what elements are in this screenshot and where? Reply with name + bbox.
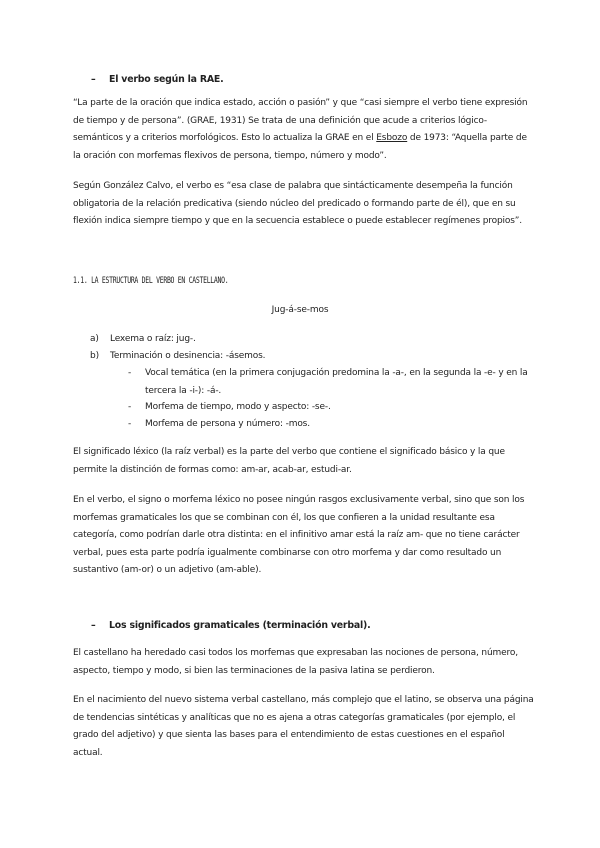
sub-list-marker: - bbox=[128, 368, 132, 378]
heading-verbo-rae-text: El verbo según la RAE. bbox=[109, 74, 224, 85]
heading-dash: – bbox=[91, 620, 96, 631]
sub-list-text: Morfema de tiempo, modo y aspecto: -se-. bbox=[145, 402, 331, 412]
list-text: Terminación o desinencia: -ásemos. bbox=[110, 351, 266, 361]
paragraph-nacimiento: En el nacimiento del nuevo sistema verbal castellano, más complejo que el latino, se observa una página de tendencias sintéticas y analíticas que no es ajena a otras categorías gramaticales (por ejemplo, el grado del adjetivo) y que sienta las bases para el entendimiento de estas cuestiones en el español actual. bbox=[73, 695, 534, 758]
sub-list-item bbox=[128, 399, 538, 417]
section-title-estructura: 1.1. LA ESTRUCTURA DEL VERBO EN CASTELLANO. bbox=[73, 276, 229, 286]
paragraph-morfema-lexico: En el verbo, el signo o morfema léxico no posee ningún rasgos exclusivamente verbal, sino que son los morfemas gramaticales los que se combinan con él, los que confieren a la unidad resultante esa categoría, como podrían darle otra distinta: en el infinitivo amar está la raíz am- que no tiene carácter verbal, pues esta parte podría igualmente combinarse con otro morfema y dar como resultado un sustantivo (am-or) o un adjetivo (am-able). bbox=[73, 495, 525, 575]
sub-list-text: Vocal temática (en la primera conjugación predomina la -a-, en la segunda la -e- y en la tercera la -i-): -á-. bbox=[145, 368, 528, 396]
sub-list-item bbox=[128, 365, 538, 400]
list-marker: a) bbox=[90, 334, 99, 344]
heading-significados-text: Los significados gramaticales (terminación verbal). bbox=[109, 620, 371, 631]
paragraph-rae-text: “La parte de la oración que indica estado, acción o pasión” y que “casi siempre el verbo tiene expresión de tiempo y de persona”. (GRAE, 1931) Se trata de una definición que acude a criterios lógico-semánticos y a criterios morfológicos. Esto lo actualiza la GRAE en el bbox=[73, 98, 528, 143]
esbozo-link[interactable]: Esbozo bbox=[376, 133, 408, 143]
paragraph-castellano: El castellano ha heredado casi todos los morfemas que expresaban las nociones de persona, número, aspecto, tiempo y modo, si bien las terminaciones de la pasiva latina se perdieron. bbox=[73, 648, 518, 676]
paragraph-rae bbox=[73, 95, 535, 165]
paragraph-rae-text-end: de 1973: “Aquella parte de la oración con morfemas flexivos de persona, tiempo, número y modo”. bbox=[73, 133, 527, 161]
list-marker: b) bbox=[90, 351, 99, 361]
sub-list-marker: - bbox=[128, 402, 132, 412]
paragraph-significado-lexico: El significado léxico (la raíz verbal) es la parte del verbo que contiene el significado básico y la que permite la distinción de formas como: am-ar, acab-ar, estudi-ar. bbox=[73, 447, 505, 475]
heading-dash: – bbox=[91, 74, 96, 85]
sub-list-text: Morfema de persona y número: -mos. bbox=[145, 419, 310, 429]
heading-significados-gramaticales bbox=[91, 620, 370, 631]
sub-list-marker: - bbox=[128, 419, 132, 429]
paragraph-gonzalez-calvo: Según González Calvo, el verbo es “esa clase de palabra que sintácticamente desempeña la función obligatoria de la relación predicativa (siendo núcleo del predicado o formando parte de él), que en su flexión indica siempre tiempo y que en la secuencia establece o puede establecer regímenes propios”. bbox=[73, 181, 523, 226]
sub-list-item bbox=[128, 416, 538, 434]
heading-verbo-rae bbox=[91, 74, 224, 85]
example-word: Jug-á-se-mos bbox=[271, 305, 329, 315]
list-text: Lexema o raíz: jug-. bbox=[110, 334, 196, 344]
